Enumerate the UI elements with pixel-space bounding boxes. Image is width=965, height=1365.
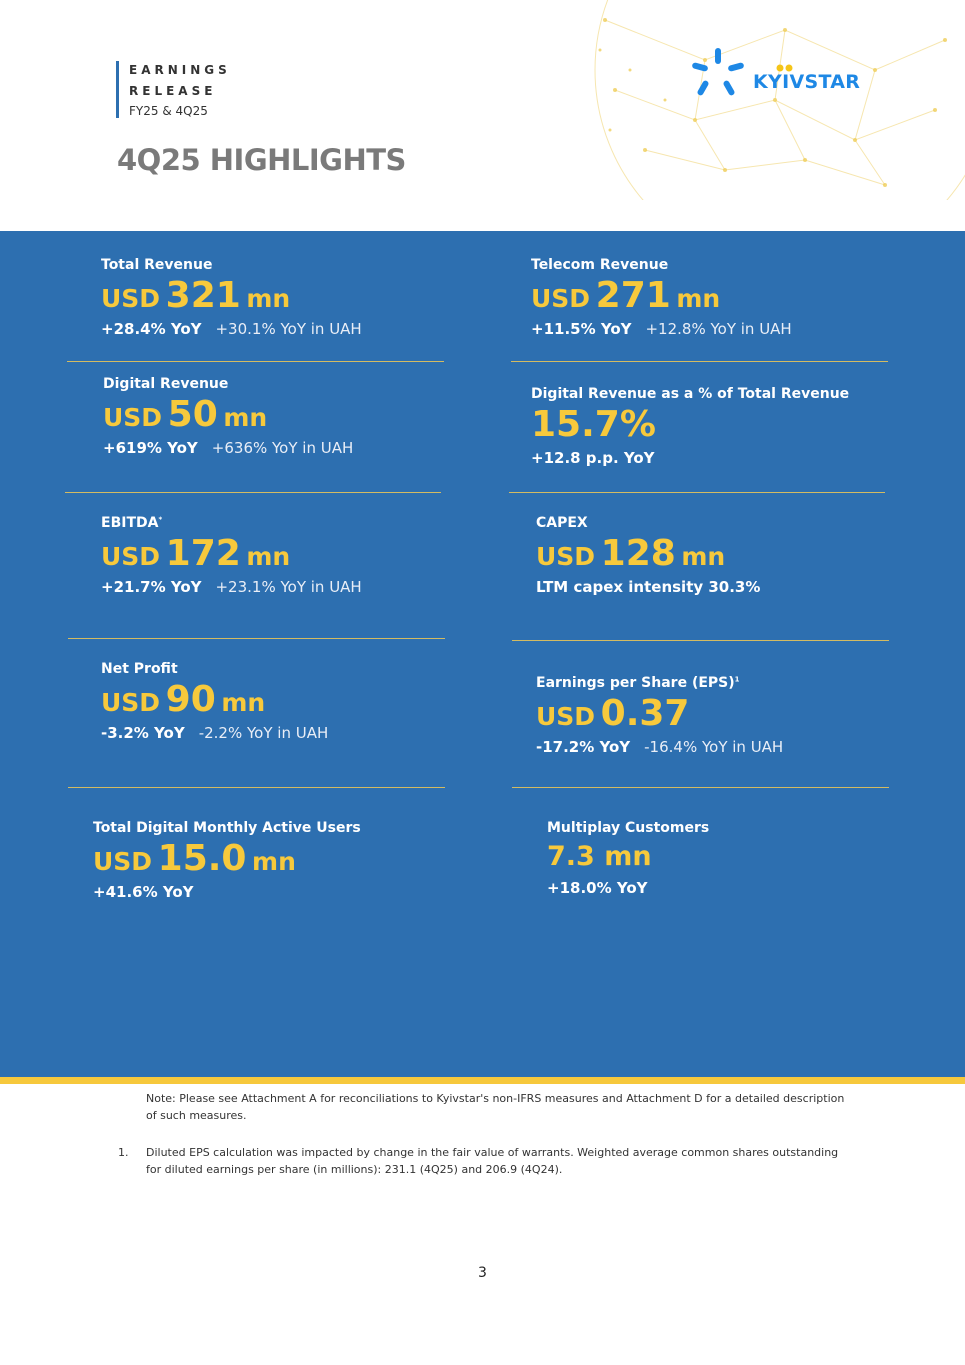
metric-label: EBITDA* xyxy=(101,515,163,531)
metric-value: USD 271 mn xyxy=(531,275,721,316)
metric-multiplay-customers xyxy=(547,820,709,897)
highlights-panel xyxy=(0,231,965,1077)
metric-change: -3.2% YoY -2.2% YoY in UAH xyxy=(101,723,329,742)
panel-bottom-stripe xyxy=(0,1077,965,1084)
metric-monthly-active-users xyxy=(93,820,361,901)
metric-label: Net Profit xyxy=(101,661,178,677)
metric-total-revenue xyxy=(101,257,362,338)
metric-value: USD 321 mn xyxy=(101,275,291,316)
note-text: Note: Please see Attachment A for reconciliations to Kyivstar's non-IFRS measures and Attachment D for a detailed description of such measures. xyxy=(146,1092,845,1122)
separator xyxy=(67,361,444,362)
metric-label: Digital Revenue as a % of Total Revenue xyxy=(531,386,850,402)
metric-change: +28.4% YoY +30.1% YoY in UAH xyxy=(101,319,362,338)
separator xyxy=(511,361,888,362)
header-accent-bar xyxy=(116,61,119,118)
metric-value: USD 15.0 mn xyxy=(93,838,296,879)
metric-label: Total Digital Monthly Active Users xyxy=(93,820,361,836)
metric-change: +21.7% YoY +23.1% YoY in UAH xyxy=(101,577,362,596)
header-release: RELEASE xyxy=(129,84,217,98)
metric-change: LTM capex intensity 30.3% xyxy=(536,577,761,596)
separator xyxy=(512,787,889,788)
page-title: 4Q25 HIGHLIGHTS xyxy=(117,143,406,177)
metric-telecom-revenue xyxy=(531,257,792,338)
metric-digital-revenue xyxy=(103,376,353,457)
page-number: 3 xyxy=(478,1265,487,1281)
separator xyxy=(509,492,885,493)
metric-change: +11.5% YoY +12.8% YoY in UAH xyxy=(531,319,792,338)
header-subtitle: FY25 & 4Q25 xyxy=(129,104,208,118)
metric-ebitda xyxy=(101,515,362,596)
metric-value: USD 128 mn xyxy=(536,533,726,574)
metric-label: Digital Revenue xyxy=(103,376,229,392)
metric-label: CAPEX xyxy=(536,515,588,531)
metric-change: +12.8 p.p. YoY xyxy=(531,448,655,467)
separator xyxy=(65,492,441,493)
metric-value: 7.3 mn xyxy=(547,841,652,872)
metric-change: +18.0% YoY xyxy=(547,879,648,898)
metric-value: USD 90 mn xyxy=(101,679,266,720)
metric-label: Earnings per Share (EPS)$^1$ xyxy=(536,675,740,691)
separator xyxy=(68,787,445,788)
metric-net-profit xyxy=(101,661,328,742)
separator xyxy=(68,638,445,639)
metric-change: +619% YoY +636% YoY in UAH xyxy=(103,438,354,457)
metric-value: USD 172 mn xyxy=(101,533,291,574)
metric-value: USD 50 mn xyxy=(103,394,268,435)
header-earnings: EARNINGS xyxy=(129,63,231,77)
metric-capex xyxy=(536,515,760,596)
metric-change: +41.6% YoY xyxy=(93,882,194,901)
metric-change: -17.2% YoY -16.4% YoY in UAH xyxy=(536,737,784,756)
separator xyxy=(512,640,889,641)
logo-text: KYIVSTAR xyxy=(753,71,861,93)
kyivstar-logo xyxy=(690,46,865,102)
footnote-text: Diluted EPS calculation was impacted by change in the fair value of warrants. Weighted average common shares outstanding for diluted earnings per share (in millions): 231.1 (4Q25) and 206.9 (4Q24). xyxy=(146,1146,839,1176)
metric-eps xyxy=(536,675,783,756)
metric-value: USD 0.37 xyxy=(536,693,690,734)
metric-value: 15.7% xyxy=(531,404,656,445)
kyivstar-star-icon xyxy=(690,46,750,102)
metric-label: Telecom Revenue xyxy=(531,257,669,273)
metric-digital-share xyxy=(531,386,849,467)
footnote-number: 1. xyxy=(118,1146,129,1159)
metric-label: Multiplay Customers xyxy=(547,820,710,836)
metric-label: Total Revenue xyxy=(101,257,213,273)
